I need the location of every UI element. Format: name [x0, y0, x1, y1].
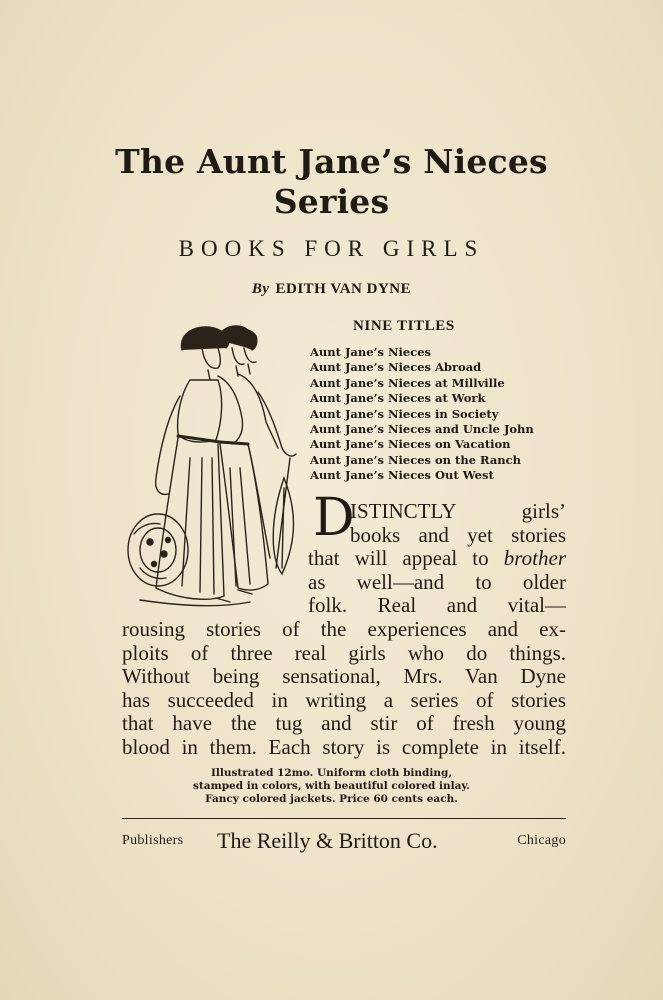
description-line	[308, 547, 566, 571]
description-line: folk. Real and vital—	[308, 593, 566, 618]
description-line: that have the tug and stir of fresh young	[122, 711, 566, 736]
emphasis-brother: brother	[503, 546, 566, 571]
byline	[0, 281, 663, 298]
list-item: Aunt Jane’s Nieces Abroad	[310, 360, 482, 375]
description-line: books and yet stories	[350, 522, 566, 547]
titles-list	[310, 345, 534, 484]
description-line-text: that will appeal to	[308, 546, 504, 571]
description-line: has succeeded in writing a series of stories	[122, 687, 566, 712]
list-item: Aunt Jane’s Nieces on Vacation	[310, 437, 511, 452]
by-word: By	[251, 281, 270, 297]
description-line: rousing stories of the experiences and ex-	[122, 617, 566, 641]
publisher-city: Chicago	[517, 833, 566, 848]
details-line: Illustrated 12mo. Uniform cloth binding,	[210, 767, 453, 779]
description-line: Without being sensational, Mrs. Van Dyne	[122, 664, 566, 689]
drop-cap: D	[313, 488, 355, 548]
publisher-name: The Reilly & Britton Co.	[217, 828, 438, 853]
title-line-1: The Aunt Jane’s Nieces	[115, 142, 548, 181]
list-item: Aunt Jane’s Nieces	[310, 345, 432, 359]
description-line: ploits of three real girls who do things.	[122, 640, 566, 665]
publishers-label: Publishers	[122, 833, 184, 848]
divider	[122, 818, 566, 819]
description-full	[122, 618, 566, 760]
list-item: Aunt Jane’s Nieces and Uncle John	[310, 422, 534, 437]
three-girls-illustration-icon	[120, 318, 302, 610]
description-line: ISTINCTLY girls’	[350, 499, 566, 523]
description-indented	[308, 500, 566, 618]
details-line: Fancy colored jackets. Price 60 cents each.	[205, 793, 458, 805]
subtitle: BOOKS FOR GIRLS	[178, 236, 485, 261]
author-name: EDITH VAN DYNE	[275, 281, 412, 297]
description-line: blood in them. Each story is complete in itself.	[122, 734, 566, 759]
titles-heading: NINE TITLES	[353, 318, 455, 334]
list-item: Aunt Jane’s Nieces in Society	[310, 406, 499, 421]
list-item: Aunt Jane’s Nieces at Millville	[310, 375, 505, 390]
list-item: Aunt Jane’s Nieces Out West	[310, 468, 494, 483]
book-details	[0, 767, 663, 806]
list-item: Aunt Jane’s Nieces on the Ranch	[310, 452, 522, 467]
details-line: stamped in colors, with beautiful colored inlay.	[193, 780, 470, 792]
title-line-2: Series	[273, 182, 390, 221]
page-title	[0, 142, 663, 222]
list-item: Aunt Jane’s Nieces at Work	[310, 391, 486, 406]
description-line: as well—and to older	[308, 569, 566, 594]
